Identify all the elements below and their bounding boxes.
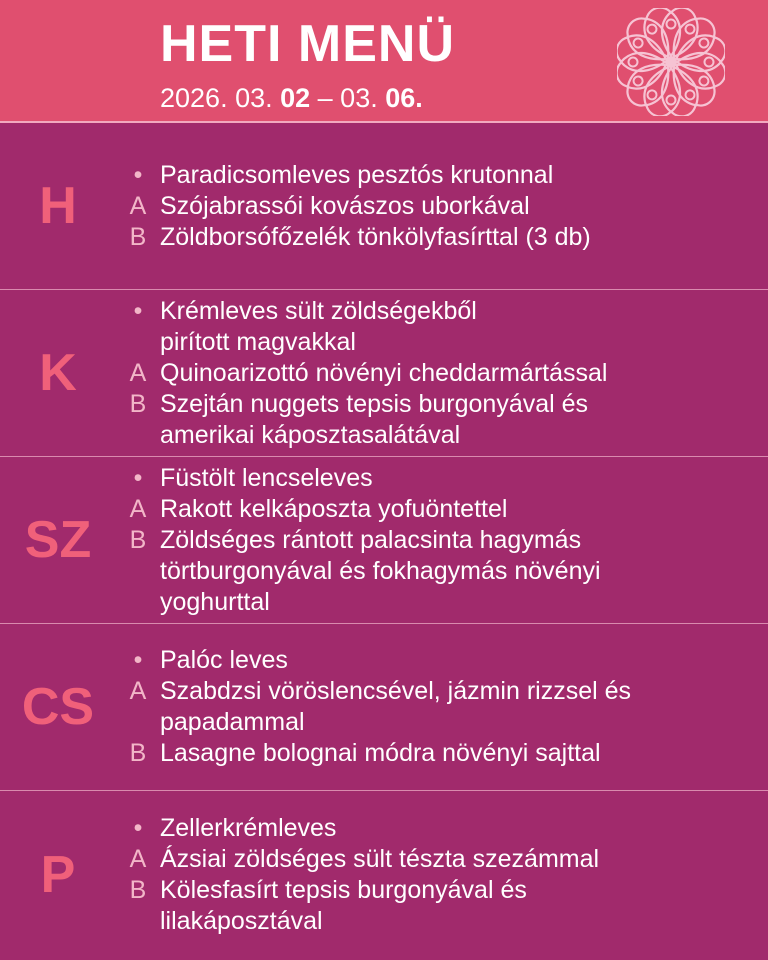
item-text: Szejtán nuggets tepsis burgonyával és amerikai káposztasalátával xyxy=(160,389,589,449)
header xyxy=(0,0,768,123)
date-mid: – 03. xyxy=(310,83,386,113)
item-label: • xyxy=(133,160,143,189)
item-text: Zellerkrémleves xyxy=(160,813,337,842)
item-label: B xyxy=(129,389,147,418)
item-text: Kölesfasírt tepsis burgonyával és lilakáposztával xyxy=(160,875,527,935)
date-end: 06. xyxy=(385,83,423,113)
item-text: Szójabrassói kovászos uborkával xyxy=(160,191,530,220)
date-range xyxy=(160,82,423,114)
item-text: Zöldborsófőzelék tönkölyfasírttal (3 db) xyxy=(160,222,591,251)
rosette-logo-icon xyxy=(617,8,725,116)
item-text: Krémleves sült zöldségekből pirított magvakkal xyxy=(160,296,477,356)
item-label: B xyxy=(129,739,147,767)
item-text: Zöldséges rántott palacsinta hagymás törtburgonyával és fokhagymás növényi yoghurttal xyxy=(160,525,601,616)
item-label: • xyxy=(133,813,143,842)
day-thursday xyxy=(0,624,768,791)
day-monday xyxy=(0,123,768,290)
menu-item xyxy=(116,494,601,525)
menu-item xyxy=(116,525,601,618)
date-prefix: 2026. 03. xyxy=(160,83,281,113)
menu-item xyxy=(116,222,591,253)
menu-item xyxy=(116,875,599,937)
day-friday xyxy=(0,791,768,958)
item-label: • xyxy=(133,646,143,674)
item-text: Quinoarizottó növényi cheddarmártással xyxy=(160,358,608,387)
menu-item xyxy=(116,645,631,676)
item-label: A xyxy=(129,494,147,523)
item-label: • xyxy=(133,296,143,325)
day-tuesday xyxy=(0,290,768,457)
item-text: Lasagne bolognai módra növényi sajttal xyxy=(160,739,601,767)
day-letter: CS xyxy=(21,678,95,736)
menu-item xyxy=(116,296,607,358)
day-wednesday xyxy=(0,457,768,624)
item-label: B xyxy=(129,875,147,904)
day-letter: P xyxy=(40,845,76,904)
item-label: • xyxy=(133,463,143,492)
menu-item xyxy=(116,813,599,844)
menu-days xyxy=(0,123,768,958)
item-label: A xyxy=(129,677,147,705)
page-title: HETI MENÜ xyxy=(160,15,455,73)
item-label: B xyxy=(129,222,147,251)
menu-item xyxy=(116,738,631,769)
item-text: Paradicsomleves pesztós krutonnal xyxy=(160,160,554,189)
item-label: A xyxy=(129,358,147,387)
day-letter: SZ xyxy=(24,511,92,569)
item-label: A xyxy=(129,191,147,220)
day-letter: K xyxy=(39,344,77,402)
item-label: B xyxy=(129,525,147,554)
day-letter: H xyxy=(39,177,77,235)
date-start: 02 xyxy=(280,83,311,113)
menu-item xyxy=(116,844,599,875)
item-label: A xyxy=(129,844,147,873)
menu-item xyxy=(116,389,607,451)
menu-item xyxy=(116,676,631,738)
menu-item xyxy=(116,191,591,222)
menu-item xyxy=(116,160,591,191)
menu-item xyxy=(116,463,601,494)
item-text: Szabdzsi vöröslencsével, jázmin rizzsel és papadammal xyxy=(160,677,632,736)
item-text: Füstölt lencseleves xyxy=(160,463,373,492)
item-text: Rakott kelkáposzta yofuöntettel xyxy=(160,494,508,523)
item-text: Ázsiai zöldséges sült tészta szezámmal xyxy=(160,844,600,873)
item-text: Palóc leves xyxy=(160,646,288,674)
menu-item xyxy=(116,358,607,389)
